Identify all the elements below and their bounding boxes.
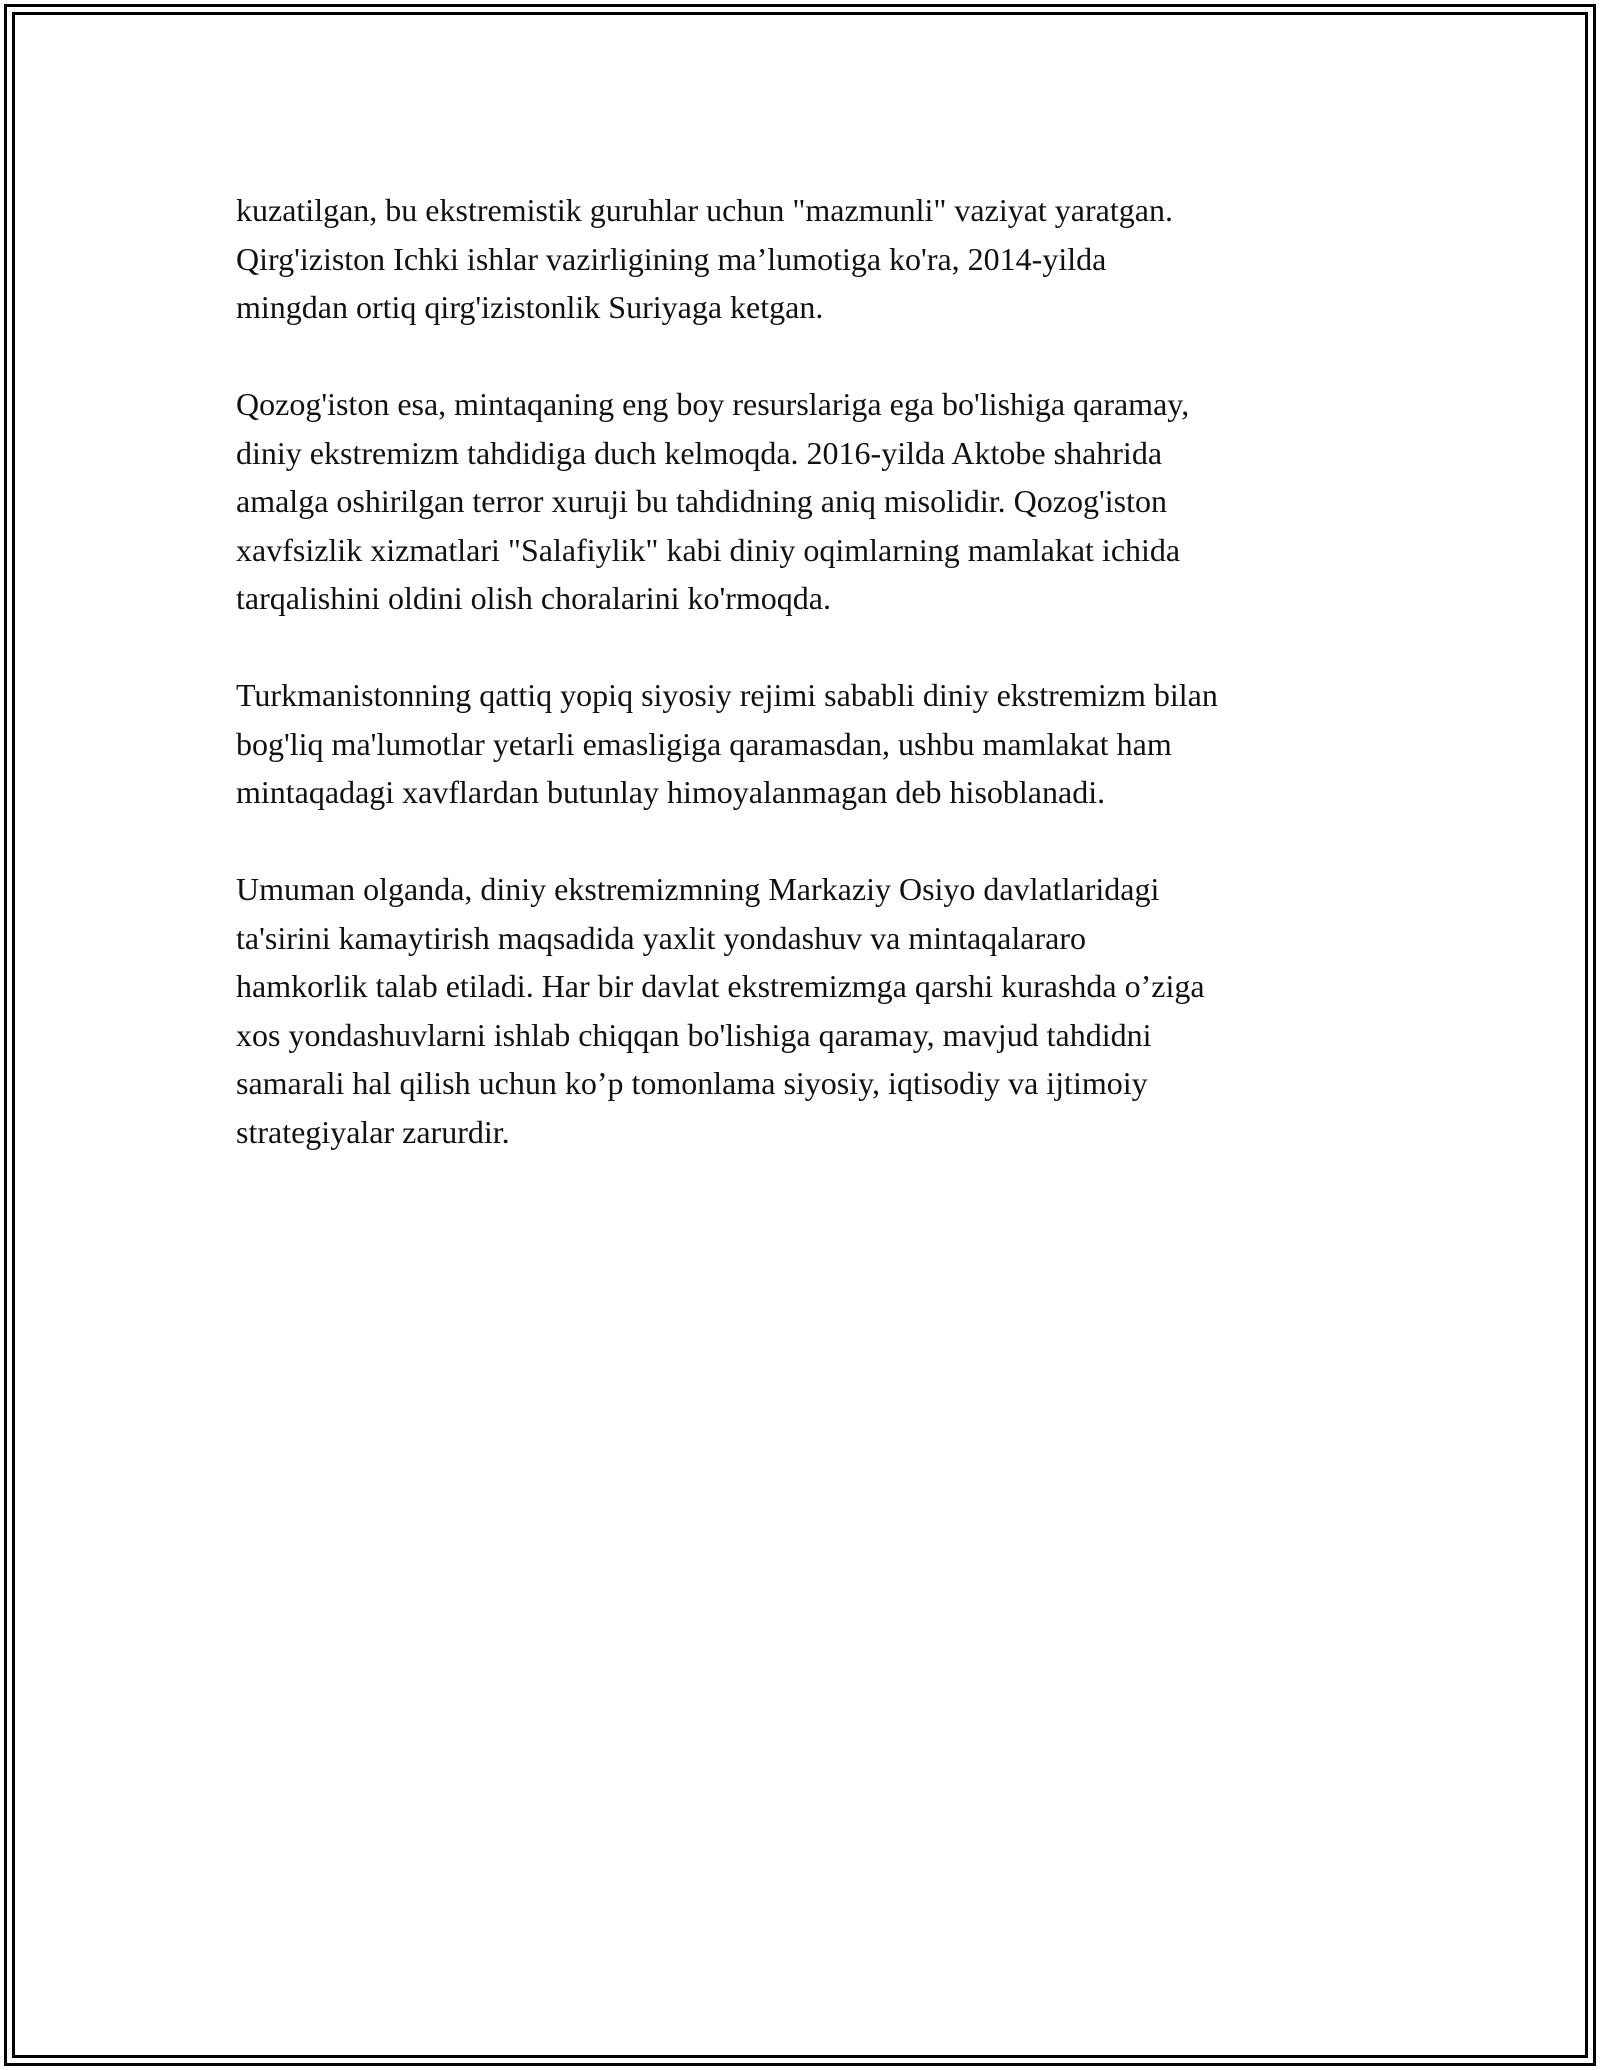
text-line: Umuman olganda, diniy ekstremizmning Markaziy Osiyo davlatlaridagi <box>236 871 1160 907</box>
text-line: Turkmanistonning qattiq yopiq siyosiy rejimi sababli diniy ekstremizm bilan <box>236 677 1218 713</box>
document-body <box>236 186 1386 1205</box>
paragraph-kazakhstan <box>236 380 1386 623</box>
paragraph-turkmenistan <box>236 671 1386 817</box>
text-line: strategiyalar zarurdir. <box>236 1113 510 1150</box>
paragraph-kyrgyzstan <box>236 186 1386 332</box>
text-line: mintaqadagi xavflardan butunlay himoyalanmagan deb hisoblanadi. <box>236 774 1106 810</box>
text-line: Qirg'iziston Ichki ishlar vazirligining ma’lumotiga ko'ra, 2014-yilda <box>236 240 1107 277</box>
text-line: bog'liq ma'lumotlar yetarli emasligiga qaramasdan, ushbu mamlakat ham <box>236 725 1172 762</box>
text-line: xavfsizlik xizmatlari "Salafiylik" kabi diniy oqimlarning mamlakat ichida <box>236 531 1181 568</box>
text-line: tarqalishini oldini olish choralarini ko'rmoqda. <box>236 580 831 616</box>
text-line: amalga oshirilgan terror xuruji bu tahdidning aniq misolidir. Qozog'iston <box>236 483 1167 519</box>
text-line: diniy ekstremizm tahdidiga duch kelmoqda. 2016-yilda Aktobe shahrida <box>236 434 1163 471</box>
text-line: hamkorlik talab etiladi. Har bir davlat ekstremizmga qarshi kurashda o’ziga <box>236 968 1205 1004</box>
text-line: xos yondashuvlarni ishlab chiqqan bo'lishiga qaramay, mavjud tahdidni <box>236 1016 1152 1053</box>
text-line: kuzatilgan, bu ekstremistik guruhlar uchun "mazmunli" vaziyat yaratgan. <box>236 192 1173 228</box>
text-line: Qozog'iston esa, mintaqaning eng boy resurslariga ega bo'lishiga qaramay, <box>236 386 1190 422</box>
paragraph-conclusion <box>236 865 1386 1156</box>
text-line: ta'sirini kamaytirish maqsadida yaxlit yondashuv va mintaqalararo <box>236 919 1086 956</box>
text-line: samarali hal qilish uchun ko’p tomonlama siyosiy, iqtisodiy va ijtimoiy <box>236 1065 1148 1101</box>
text-line: mingdan ortiq qirg'izistonlik Suriyaga ketgan. <box>236 289 824 325</box>
